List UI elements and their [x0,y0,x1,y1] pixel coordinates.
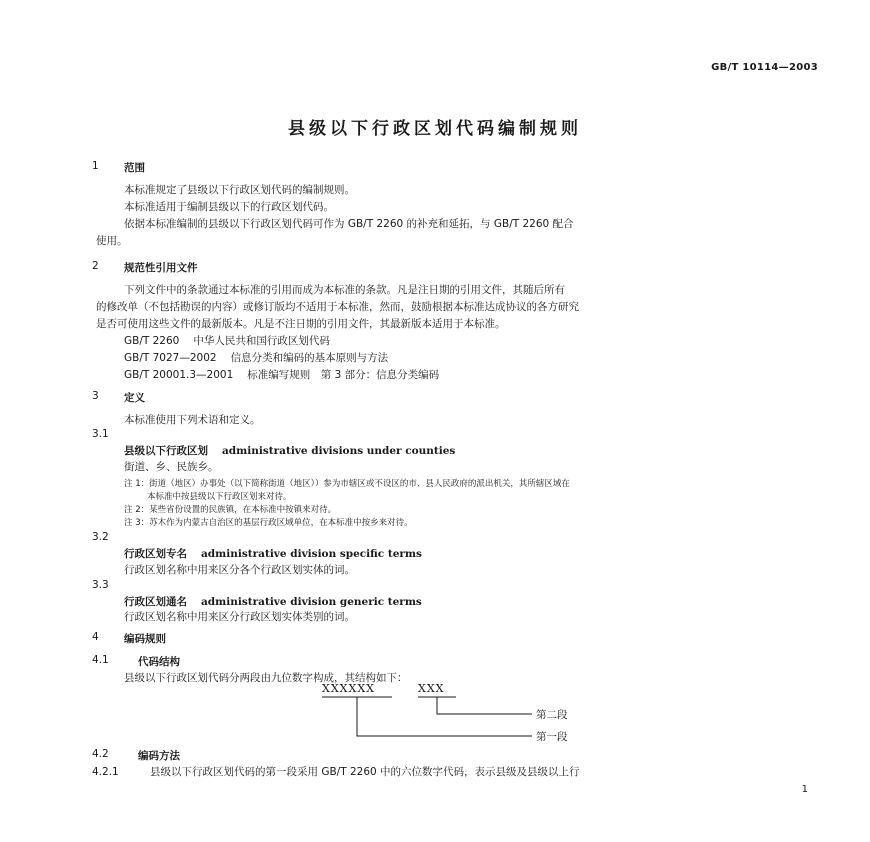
clause-3-2-number: 3.2 [92,531,109,543]
section-1-para: 使用。 [96,235,128,247]
section-2-para: 的修改单（不包括勘误的内容）或修订版均不适用于本标准，然而，鼓励根据本标准达成协议的各方研究 [96,301,579,313]
clause-4-1-number: 4.1 [92,654,109,666]
term-3-2-definition: 行政区划名称中用来区分各个行政区划实体的词。 [124,564,355,576]
note: 注 1：街道（地区）办事处（以下简称街道（地区））参为市辖区或不设区的市、县人民政府的派出机关，其所辖区域在 [124,479,570,489]
note: 本标准中按县级以下行政区划来对待。 [147,492,292,502]
section-1-heading: 范围 [124,162,145,174]
section-2-para: 是否可使用这些文件的最新版本。凡是不注日期的引用文件，其最新版本适用于本标准。 [96,318,506,330]
term-3-1 [124,443,455,458]
section-4-heading: 编码规则 [124,633,166,645]
term-chinese: 行政区划专名 [124,548,187,560]
term-chinese: 县级以下行政区划 [124,445,208,457]
page-number: 1 [801,784,808,795]
clause-4-1-description: 县级以下行政区划代码分两段由九位数字构成，其结构如下： [124,672,408,684]
section-3-heading: 定义 [124,392,145,404]
segment-1-leader [357,697,532,736]
normative-reference [124,350,388,367]
standard-number: GB/T 10114—2003 [711,62,818,73]
term-3-2 [124,546,422,561]
term-3-3-definition: 行政区划名称中用来区分行政区划实体类别的词。 [124,611,355,623]
clause-4-2-1-number: 4.2.1 [92,766,119,778]
segment-2-code: XXX [418,682,445,695]
note: 注 2：某些省份设置的民族镇，在本标准中按镇来对待。 [124,505,337,515]
clause-3-1-number: 3.1 [92,428,109,440]
segment-2-leader [437,697,532,714]
section-1-para: 依据本标准编制的县级以下行政区划代码可作为 GB/T 2260 的补充和延拓，与 GB/T 2260 配合 [124,218,574,230]
term-3-3 [124,594,422,609]
section-3-intro: 本标准使用下列术语和定义。 [124,414,261,426]
section-2-number: 2 [92,260,99,272]
section-1-para: 本标准规定了县级以下行政区划代码的编制规则。 [124,184,355,196]
segment-1-code: XXXXXX [322,682,375,695]
clause-4-2-heading: 编码方法 [138,750,180,762]
term-3-1-definition: 街道、乡、民族乡。 [124,461,219,473]
reference-code: GB/T 2260 [124,335,180,347]
clause-4-1-heading: 代码结构 [138,656,180,668]
note: 注 3：苏木作为内蒙古自治区的基层行政区域单位，在本标准中按乡来对待。 [124,518,413,528]
normative-reference [124,333,330,350]
segment-2-label: 第二段 [536,709,568,721]
term-chinese: 行政区划通名 [124,596,187,608]
reference-name: 中华人民共和国行政区划代码 [193,335,330,347]
section-1-number: 1 [92,160,99,172]
code-structure-diagram [300,682,600,746]
reference-name: 信息分类和编码的基本原则与方法 [230,352,389,364]
term-english: administrative division specific terms [201,548,422,560]
section-2-heading: 规范性引用文件 [124,262,198,274]
reference-code: GB/T 20001.3—2001 [124,369,234,381]
section-2-para: 下列文件中的条款通过本标准的引用而成为本标准的条款。凡是注日期的引用文件，其随后所有 [124,284,565,296]
clause-3-3-number: 3.3 [92,579,109,591]
section-3-number: 3 [92,390,99,402]
term-english: administrative divisions under counties [222,445,456,457]
section-4-number: 4 [92,631,99,643]
segment-1-label: 第一段 [536,731,568,743]
section-1-para: 本标准适用于编制县级以下的行政区划代码。 [124,201,334,213]
document-title: 县级以下行政区划代码编制规则 [288,119,582,139]
clause-4-2-number: 4.2 [92,748,109,760]
reference-code: GB/T 7027—2002 [124,352,217,364]
normative-reference [124,367,439,384]
clause-4-2-1-text: 县级以下行政区划代码的第一段采用 GB/T 2260 中的六位数字代码，表示县级及县级以上行 [150,766,580,778]
reference-name: 标准编写规则 第 3 部分：信息分类编码 [247,369,440,381]
term-english: administrative division generic terms [201,596,422,608]
